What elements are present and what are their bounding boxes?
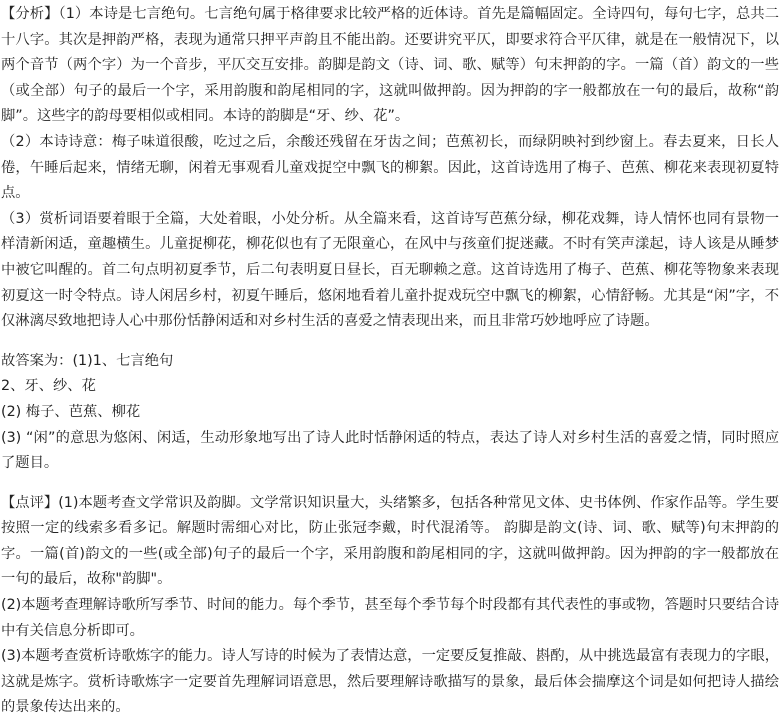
comment-section [1,491,779,721]
comment-part-3: (3)本题考查赏析诗歌炼字的能力。诗人写诗的时候为了表情达意，一定要反复推敲、斟酌，从中挑选最富有表现力的字眼，这就是炼字。赏析诗歌炼字一定要首先理解词语意思，然后要理解诗歌描写的景象，最后体会揣摩这个词是如何把诗人描绘的景象传达出来的。 [1,648,779,716]
section-spacer [1,335,779,349]
comment-part-2: (2)本题考查理解诗歌所写季节、时间的能力。每个季节，甚至每个季节每个时段都有其代表性的事或物，答题时只要结合诗中有关信息分析即可。 [1,597,779,639]
comment-part-1: 【点评】(1)本题考查文学常识及韵脚。文学常识知识量大，头绪繁多，包括各种常见文体、史书体例、作家作品等。学生要按照一定的线索多看多记。解题时需细心对比，防止张冠李戴，时代混淆等。 韵脚是韵文(诗、词、歌、赋等)句末押韵的字。一篇(首)韵文的一些(或全部)句子的最后一个字，采用韵腹和韵尾相同的字，这就叫做押韵。因为押韵的字一般都放在一句的最后，故称"韵脚"。 [1,494,779,588]
answer-line-4: (3) “闲”的意思为悠闲、闲适，生动形象地写出了诗人此时恬静闲适的特点，表达了诗人对乡村生活的喜爱之情，同时照应了题目。 [1,429,779,472]
analysis-part-3: （3）赏析词语要着眼于全篇，大处着眼，小处分析。从全篇来看，这首诗写芭蕉分绿，柳花戏舞，诗人情怀也同有景物一样清新闲适，童趣横生。儿童捉柳花，柳花似也有了无限童心，在风中与孩童们捉迷藏。不时有笑声漾起，诗人该是从睡梦中被它叫醒的。首二句点明初夏季节，后二句表明夏日昼长，百无聊赖之意。这首诗选用了梅子、芭蕉、柳花等物象来表现初夏这一时令特点。诗人闲居乡村，初夏午睡后，悠闲地看着儿童扑捉戏玩空中飘飞的柳絮，心情舒畅。尤其是“闲”字，不仅淋漓尽致地把诗人心中那份恬静闲适和对乡村生活的喜爱之情表现出来，而且非常巧妙地呼应了诗题。 [1,210,779,330]
analysis-part-1: 【分析】（1）本诗是七言绝句。七言绝句属于格律要求比较严格的近体诗。首先是篇幅固定。全诗四句，每句七字，总共二十八字。其次是押韵严格，表现为通常只押平声韵且不能出韵。还要讲究平仄，即要求符合平仄律，就是在一般情况下，以两个音节（两个字）为一个音步，平仄交互安排。韵脚是韵文（诗、词、歌、赋等）句末押韵的字。一篇（首）韵文的一些（或全部）句子的最后一个字，采用韵腹和韵尾相同的字，这就叫做押韵。因为押韵的字一般都放在一句的最后，故称“韵脚”。这些字的韵母要相似或相同。本诗的韵脚是“牙、纱、花”。 [1,6,779,125]
analysis-part-2: （2）本诗诗意：梅子味道很酸，吃过之后，余酸还残留在牙齿之间；芭蕉初长，而绿阴映衬到纱窗上。春去夏来，日长人倦，午睡后起来，情绪无聊，闲着无事观看儿童戏捉空中飘飞的柳絮。因此，这首诗选用了梅子、芭蕉、柳花来表现初夏特点。 [1,133,779,202]
answer-line-1: 故答案为：(1)1、七言绝句 [1,352,174,369]
solution-document [1,2,779,721]
answer-line-3: (2) 梅子、芭蕉、柳花 [1,403,141,420]
section-spacer [1,477,779,491]
analysis-section [1,2,779,335]
answer-section [1,349,779,477]
answer-line-2: 2、牙、纱、花 [1,378,96,395]
